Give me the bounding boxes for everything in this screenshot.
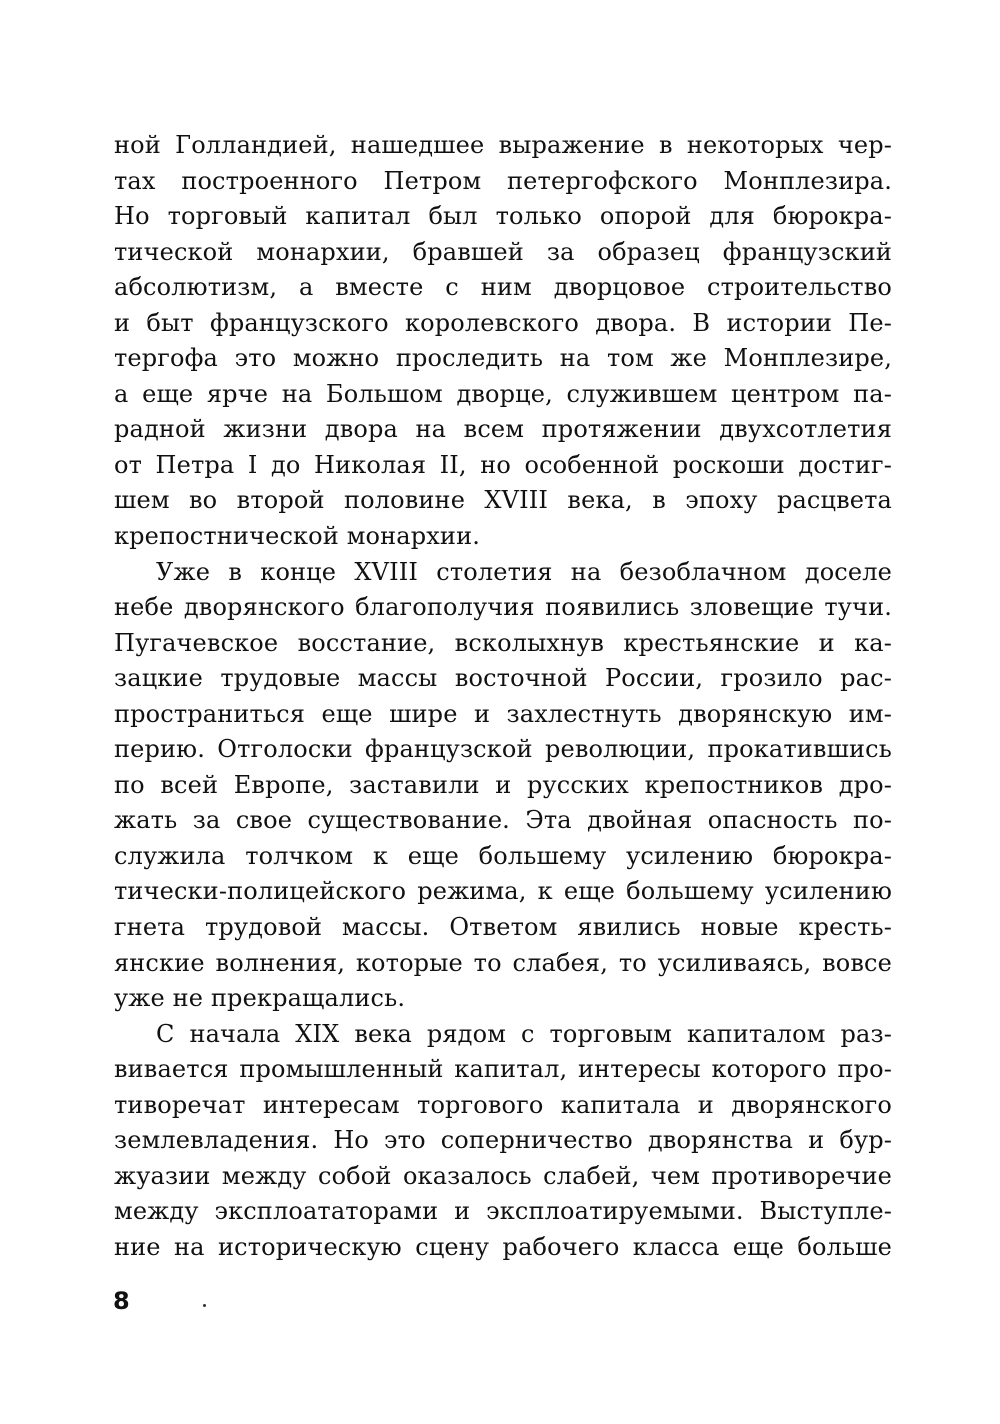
text-line-paragraph-start: С начала XIX века рядом с торговым капиталом раз- [156,1019,892,1048]
text-line: Но торговый капитал был только опорой для бюрокра- [114,202,892,231]
text-line: небе дворянского благополучия появились зловещие тучи. [114,593,892,622]
text-line: тах построенного Петром петергофского Монплезира. [114,166,892,195]
text-line: ние на историческую сцену рабочего класса еще больше [114,1232,892,1261]
text-line: перию. Отголоски французской революции, прокатившись [114,735,892,764]
text-line: янские волнения, которые то слабея, то усиливаясь, вовсе [114,948,892,977]
text-line: тически-полицейского режима, к еще большему усилению [114,877,892,906]
text-line-paragraph-end: уже не прекращались. [114,984,406,1013]
print-speck [203,1304,206,1307]
text-line-paragraph-start: Уже в конце XVIII столетия на безоблачном доселе [156,557,892,586]
text-line: по всей Европе, заставили и русских крепостников дро- [114,770,892,799]
text-line: от Петра I до Николая II, но особенной роскоши достиг- [114,450,892,479]
text-line: пространиться еще шире и захлестнуть дворянскую им- [114,699,892,728]
text-line: жуазии между собой оказалось слабей, чем противоречие [114,1161,892,1190]
text-line: радной жизни двора на всем протяжении двухсотлетия [114,415,892,444]
text-line: тиворечат интересам торгового капитала и дворянского [114,1090,892,1119]
body-text [114,128,892,1266]
text-line: вивается промышленный капитал, интересы которого про- [114,1055,892,1084]
page-number: 8 [113,1287,130,1315]
text-line-paragraph-end: крепостнической монархии. [114,522,480,551]
text-line: между эксплоататорами и эксплоатируемыми. Выступле- [114,1197,892,1226]
text-line: и быт французского королевского двора. В истории Пе- [114,308,892,337]
text-line: шем во второй половине XVIII века, в эпоху расцвета [114,486,892,515]
text-line: Пугачевское восстание, всколыхнув крестьянские и ка- [114,628,892,657]
text-line: а еще ярче на Большом дворце, служившем центром па- [114,379,892,408]
text-line: гнета трудовой массы. Ответом явились новые кресть- [114,913,892,942]
text-line: служила толчком к еще большему усилению бюрокра- [114,841,892,870]
text-line: абсолютизм, а вместе с ним дворцовое строительство [114,273,892,302]
text-line: землевладения. Но это соперничество дворянства и бур- [114,1126,892,1155]
text-line: зацкие трудовые массы восточной России, грозило рас- [114,664,892,693]
text-line: жать за свое существование. Эта двойная опасность по- [114,806,892,835]
text-line: тергофа это можно проследить на том же Монплезире, [114,344,892,373]
text-line: тической монархии, бравшей за образец французский [114,237,892,266]
text-line: ной Голландией, нашедшее выражение в некоторых чер- [114,131,892,159]
